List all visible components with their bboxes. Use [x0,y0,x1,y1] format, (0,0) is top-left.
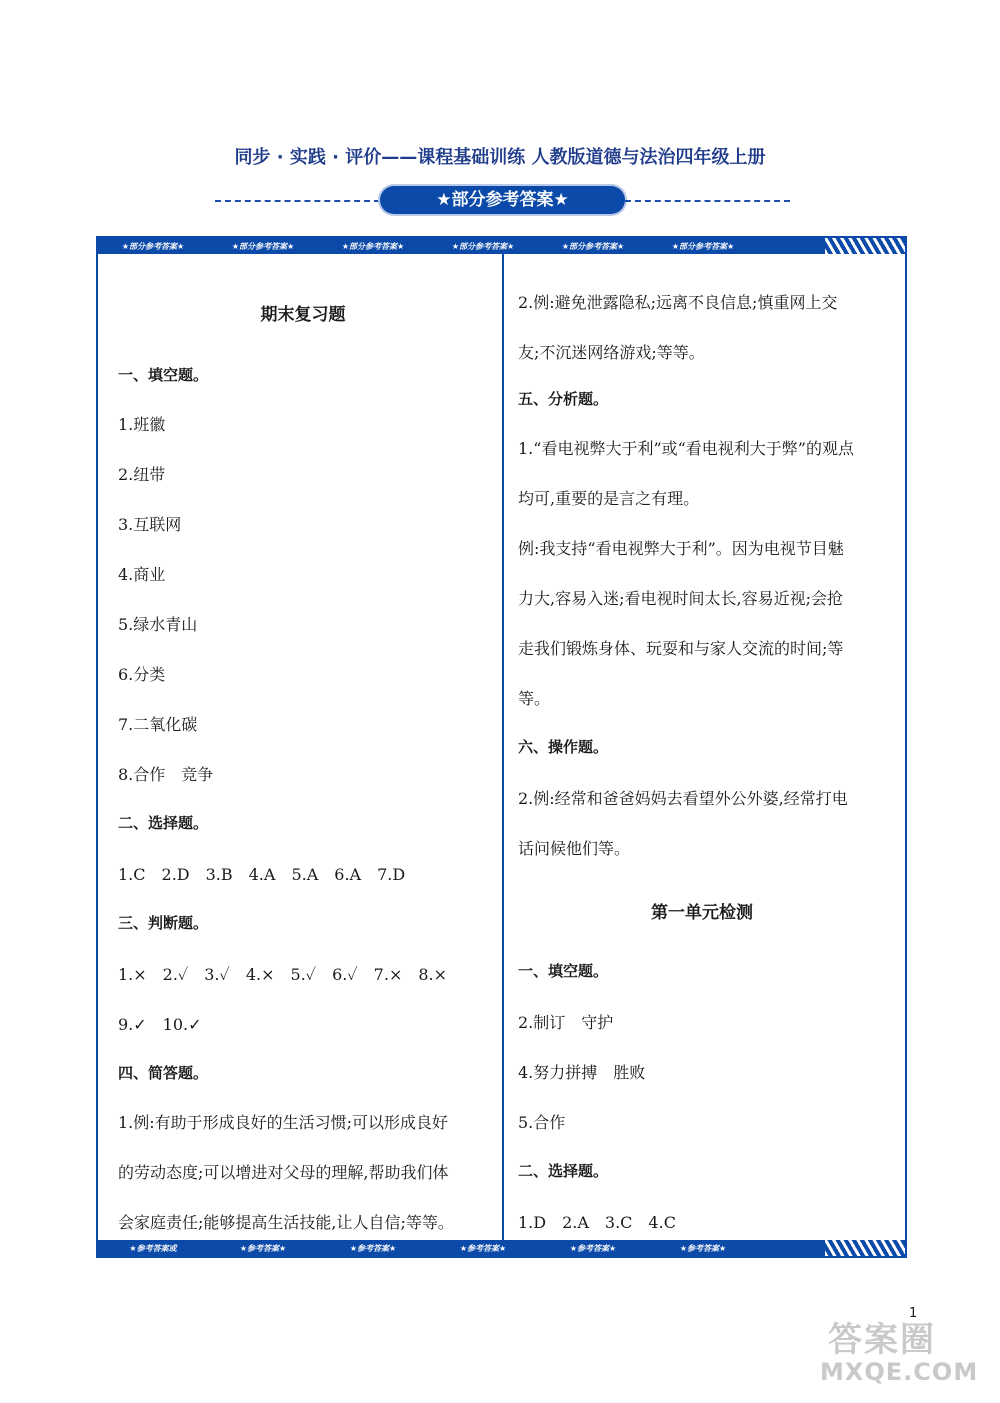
strip-stripes-decoration [825,1240,905,1256]
watermark-logo-text: 答案圈 [828,1320,936,1360]
answer-line: 4.努力拼搏 胜败 [518,1063,646,1082]
banner-dash-right [625,200,790,202]
strip-label: ★参考答案或 [129,1243,177,1253]
answer-line: 等。 [518,689,551,708]
strip-label: ★参考答案★ [349,1243,397,1253]
answer-line: 3.互联网 [118,515,182,534]
section-title: 期末复习题 [260,305,346,325]
book-title: 同步 · 实践 · 评价——课程基础训练 人教版道德与法治四年级上册 [234,147,766,168]
strip-label: ★参考答案★ [459,1243,507,1253]
section-heading: 五、分析题。 [518,390,609,408]
strip-label: ★部分参考答案★ [451,241,515,251]
answer-line: 1.班徽 [118,415,166,434]
section-heading: 六、操作题。 [518,738,609,756]
answer-line: 走我们锻炼身体、玩耍和与家人交流的时间;等 [518,639,844,658]
answer-line: 2.例:经常和爸爸妈妈去看望外公外婆,经常打电 [518,789,848,808]
answer-line: 9.✓ 10.✓ [118,1015,202,1034]
answer-line: 2.例:避免泄露隐私;远离不良信息;慎重网上交 [518,293,838,312]
answer-line: 8.合作 竞争 [118,765,214,784]
strip-label: ★参考答案★ [239,1243,287,1253]
answer-line: 6.分类 [118,665,166,684]
strip-label: ★部分参考答案★ [561,241,625,251]
answer-line: 5.绿水青山 [118,615,198,634]
section-heading: 三、判断题。 [118,914,209,932]
watermark-url: MXQE.COM [820,1358,979,1386]
answer-line: 2.纽带 [118,465,166,484]
section-heading: 一、填空题。 [118,366,209,384]
strip-label: ★部分参考答案★ [671,241,735,251]
answer-line: 2.制订 守护 [518,1013,614,1032]
answer-line: 7.二氧化碳 [118,715,198,734]
strip-label: ★参考答案★ [569,1243,617,1253]
section-title: 第一单元检测 [651,903,753,923]
answer-line: 4.商业 [118,565,166,584]
strip-label: ★部分参考答案★ [341,241,405,251]
strip-label: ★部分参考答案★ [121,241,185,251]
banner-dash-left [215,200,380,202]
watermark-logo [820,1312,990,1392]
answer-line: 均可,重要的是言之有理。 [518,489,700,508]
answer-line: 1.例:有助于形成良好的生活习惯;可以形成良好 [118,1113,449,1132]
answer-banner [215,186,790,216]
top-strip [98,238,905,254]
answer-frame [96,236,907,1258]
answer-line: 的劳动态度;可以增进对父母的理解,帮助我们体 [118,1163,449,1182]
answer-line: 会家庭责任;能够提高生活技能,让人自信;等等。 [118,1213,454,1232]
strip-label: ★参考答案★ [679,1243,727,1253]
section-heading: 一、填空题。 [518,962,609,980]
answer-line: 1.C 2.D 3.B 4.A 5.A 6.A 7.D [118,865,406,884]
answer-line: 友;不沉迷网络游戏;等等。 [518,343,705,362]
answer-line: 1.“看电视弊大于利”或“看电视利大于弊”的观点 [518,439,854,458]
answer-line: 5.合作 [518,1113,566,1132]
column-divider [502,254,504,1240]
section-heading: 二、选择题。 [518,1162,609,1180]
banner-label: ★部分参考答案★ [380,186,625,214]
answer-line: 例:我支持“看电视弊大于利”。因为电视节目魅 [518,539,844,558]
strip-label: ★部分参考答案★ [231,241,295,251]
bottom-strip [98,1240,905,1256]
section-heading: 四、简答题。 [118,1064,209,1082]
answer-line: 话问候他们等。 [518,839,631,858]
answer-line: 力大,容易入迷;看电视时间太长,容易近视;会抢 [518,589,843,608]
page-number: 1 [909,1306,918,1321]
answer-line: 1.D 2.A 3.C 4.C [518,1213,676,1232]
strip-stripes-decoration [825,238,905,254]
section-heading: 二、选择题。 [118,814,209,832]
answer-line: 1.× 2.✓ 3.✓ 4.× 5.✓ 6.✓ 7.× 8.× [118,965,448,984]
